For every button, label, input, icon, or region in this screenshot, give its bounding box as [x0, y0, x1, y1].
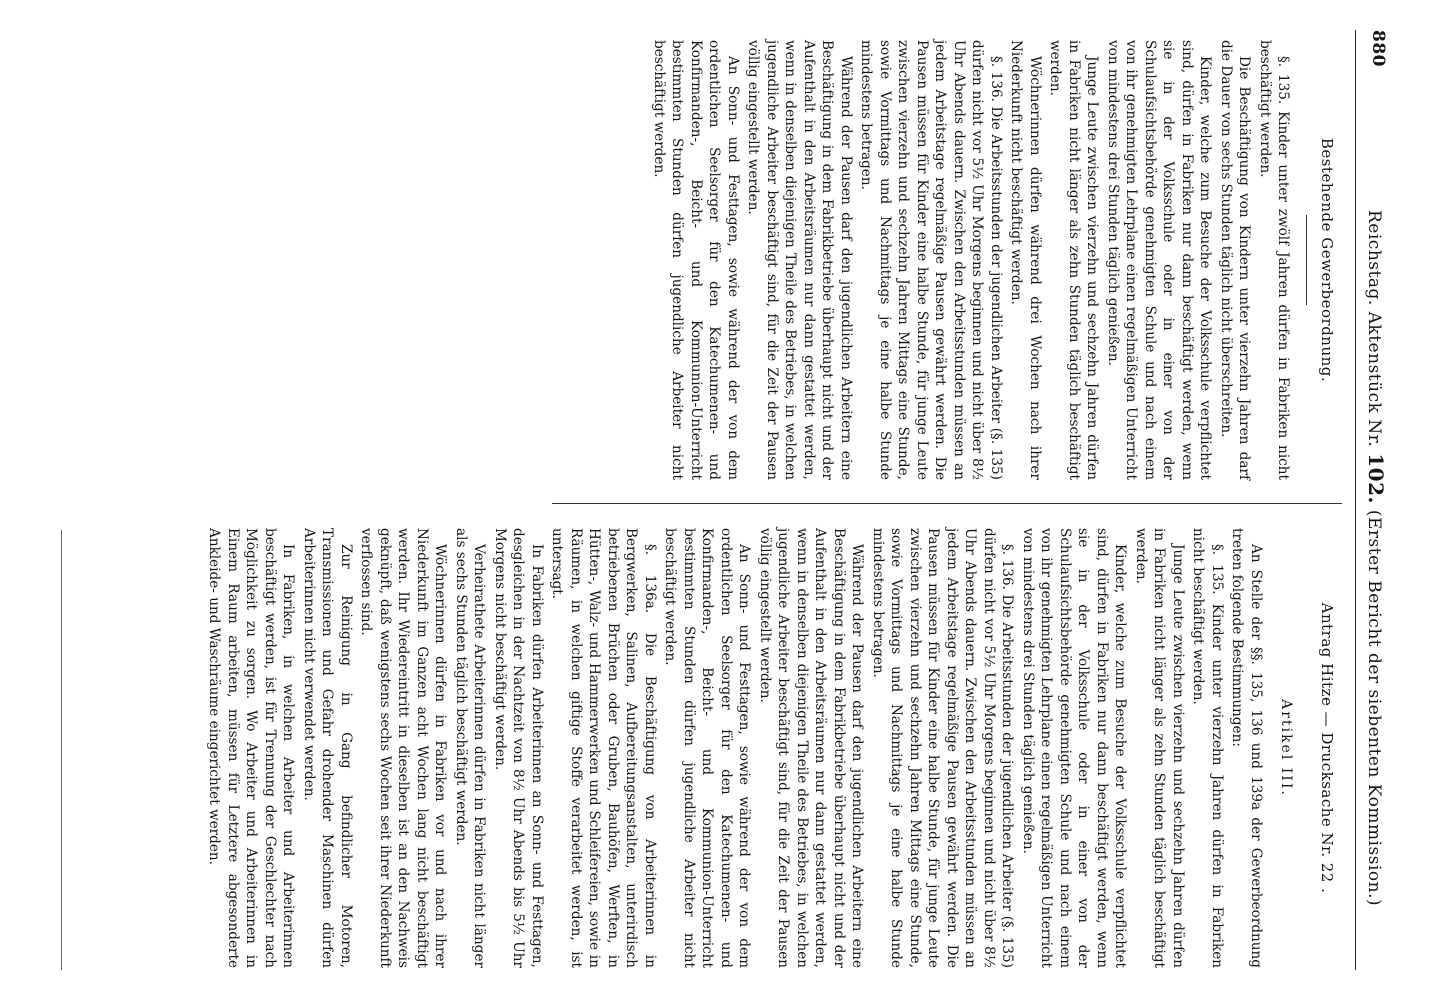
paragraph: Wöchnerinnen dürfen während drei Wochen nach ihrer Niederkunft nicht beschäftigt werden. — [1008, 40, 1043, 480]
intro-paragraph: An Stelle der §§. 135, 136 und 139a der Gewerbeordnung treten folgende Bestimmungen: — [1229, 528, 1264, 968]
paragraph: Die Beschäftigung von Kindern unter vierzehn Jahren darf die Dauer von sechs Stunden täglich nicht überschreiten. — [1218, 40, 1253, 480]
running-title-number: 102. — [1364, 453, 1388, 504]
paragraph: Junge Leute zwischen vierzehn und sechzehn Jahren dürfen in Fabriken nicht länger als zehn Stunden täglich beschäftigt werden. — [1047, 40, 1101, 480]
page-header — [1360, 30, 1394, 970]
running-title-prefix: Reichstag. Aktenstück Nr. — [1364, 210, 1384, 448]
heading-rule — [1307, 215, 1308, 305]
paragraph: Kinder, welche zum Besuche der Volksschule verpflichtet sind, dürfen in Fabriken nur dann beschäftigt werden, wenn sie in der Volksschule oder in einer von der Schulaufsichtsbehörde genehmigten Schule und nach einem von ihr genehmigten Lehrplane einen regelmäßigen Unterricht von mindestens drei Stunden täglich genießen. — [1105, 40, 1214, 480]
paragraph: Kinder, welche zum Besuche der Volksschule verpflichtet sind, dürfen in Fabriken nur dann beschäftigt werden, wenn sie in der Volksschule oder in einer von der Schulaufsichtsbehörde genehmigten Schule und nach einem von ihr genehmigten Lehrplane einen regelmäßigen Unterricht von mindestens drei Stunden täglich genießen. — [1020, 528, 1129, 968]
paragraph: §. 135. Kinder unter vierzehn Jahren dürfen in Fabriken nicht beschäftigt werden. — [1190, 528, 1225, 968]
header-rule — [1355, 30, 1356, 970]
paragraph: Junge Leute zwischen vierzehn und sechzehn Jahren dürfen in Fabriken nicht länger als zehn Stunden täglich beschäftigt werden. — [1133, 528, 1186, 968]
right-column — [203, 528, 1342, 968]
running-title-suffix: (Erster Bericht der siebenten Kommission.) — [1364, 509, 1384, 907]
footer-rule — [61, 530, 62, 970]
paragraph: Zur Reinigung in Gang befindlicher Motoren, Transmissionen und Gefahr drohender Maschinen dürfen Arbeiterinnen nicht verwendet werden. — [301, 528, 354, 968]
paragraph: §. 135. Kinder unter zwölf Jahren dürfen in Fabriken nicht beschäftigt werden. — [1257, 40, 1292, 480]
paragraph: In Fabriken dürfen Arbeiterinnen an Sonn- und Festtagen, desgleichen in der Nachtzeit von 8½ Uhr Abends bis 5½ Uhr Morgens nicht beschäftigt werden. — [492, 528, 545, 968]
paragraph: §. 136a. Die Beschäftigung von Arbeiterinnen in Bergwerken, Salinen, Aufbereitungsanstalten, unterirdisch betriebenen Brüchen oder Gruben, Bauhöfen, Werften, in Hütten-, Walz- und Hammerwerken und Schleifereien, sowie in Räumen, in welchen giftige Stoffe verarbeitet werden, ist untersagt. — [549, 528, 658, 968]
left-column-heading: Bestehende Gewerbeordnung. — [1318, 137, 1336, 383]
paragraph: In Fabriken, in welchen Arbeiter und Arbeiterinnen beschäftigt werden, ist für Trennung der Geschlechter nach Möglichkeit zu sorgen. Wo Arbeiter und Arbeiterinnen in Einem Raum arbeiten, müssen für Letztere abgesonderte Ankleide- und Waschräume eingerichtet werden. — [206, 528, 297, 968]
page-number: 880 — [1368, 30, 1388, 67]
paragraph: Während der Pausen darf den jugendlichen Arbeitern eine Beschäftigung in dem Fabrikbetriebe überhaupt nicht und der Aufenthalt in den Arbeitsräumen nur dann gestattet werden, wenn in denselben diejenigen Theile des Betriebes, in welchen jugendliche Arbeiter beschäftigt sind, für die Zeit der Pausen völlig eingestellt werden. — [745, 40, 854, 480]
right-column-heading: Antrag Hitze — Drucksache Nr. 22 . — [1318, 602, 1336, 894]
running-title — [1364, 210, 1388, 906]
paragraph: Verheirathete Arbeiterinnen dürfen in Fabriken nicht länger als sechs Stunden täglich beschäftigt werden. — [453, 528, 488, 968]
digitization-credit — [1414, 0, 1432, 1000]
paragraph: Wöchnerinnen dürfen in Fabriken vor und nach ihrer Niederkunft im Ganzen acht Wochen lang nicht beschäftigt werden. Ihr Wiedereintritt in dieselben ist an den Nachweis geknüpft, daß wenigstens sechs Wochen seit ihrer Niederkunft verflossen sind. — [358, 528, 449, 968]
article-heading: Artikel III. — [1278, 699, 1295, 797]
paragraph: Während der Pausen darf den jugendlichen Arbeitern eine Beschäftigung in dem Fabrikbetriebe überhaupt nicht und der Aufenthalt in den Arbeitsräumen nur dann gestattet werden, wenn in denselben diejenigen Theile des Betriebes, in welchen jugendliche Arbeiter beschäftigt sind, für die Zeit der Pausen völlig eingestellt werden. — [757, 528, 866, 968]
paragraph: §. 136. Die Arbeitsstunden der jugendlichen Arbeiter (§. 135) dürfen nicht vor 5½ Uhr Morgens beginnen und nicht über 8½ Uhr Abends dauern. Zwischen den Arbeitsstunden müssen an jedem Arbeitstage regelmäßige Pausen gewährt werden. Die Pausen müssen für Kinder eine halbe Stunde, für junge Leute zwischen vierzehn und sechzehn Jahren Mittags eine Stunde, sowie Vormittags und Nachmittags je eine halbe Stunde mindestens betragen. — [858, 40, 1004, 480]
paragraph: An Sonn- und Festtagen, sowie während der von dem ordentlichen Seelsorger für den Katechumenen- und Konfirmanden-, Beicht- und Kommunion-Unterricht bestimmten Stunden dürfen jugendliche Arbeiter nicht beschäftigt werden. — [651, 40, 741, 480]
column-divider — [552, 503, 1342, 504]
paragraph: §. 136. Die Arbeitsstunden der jugendlichen Arbeiter (§. 135) dürfen nicht vor 5½ Uhr Morgens beginnen und nicht über 8½ Uhr Abends dauern. Zwischen den Arbeitsstunden müssen an jedem Arbeitstage regelmäßige Pausen gewährt werden. Die Pausen müssen für Kinder eine halbe Stunde, für junge Leute zwischen vierzehn und sechzehn Jahren Mittags eine Stunde, sowie Vormittags und Nachmittags je eine halbe Stunde mindestens betragen. — [870, 528, 1016, 968]
left-column — [648, 40, 1343, 480]
paragraph: An Sonn- und Festtagen, sowie während der von dem ordentlichen Seelsorger für den Katechumenen- und Konfirmanden-, Beicht- und Kommunion-Unterricht bestimmten Stunden dürfen jugendliche Arbeiter nicht beschäftigt werden. — [662, 528, 753, 968]
